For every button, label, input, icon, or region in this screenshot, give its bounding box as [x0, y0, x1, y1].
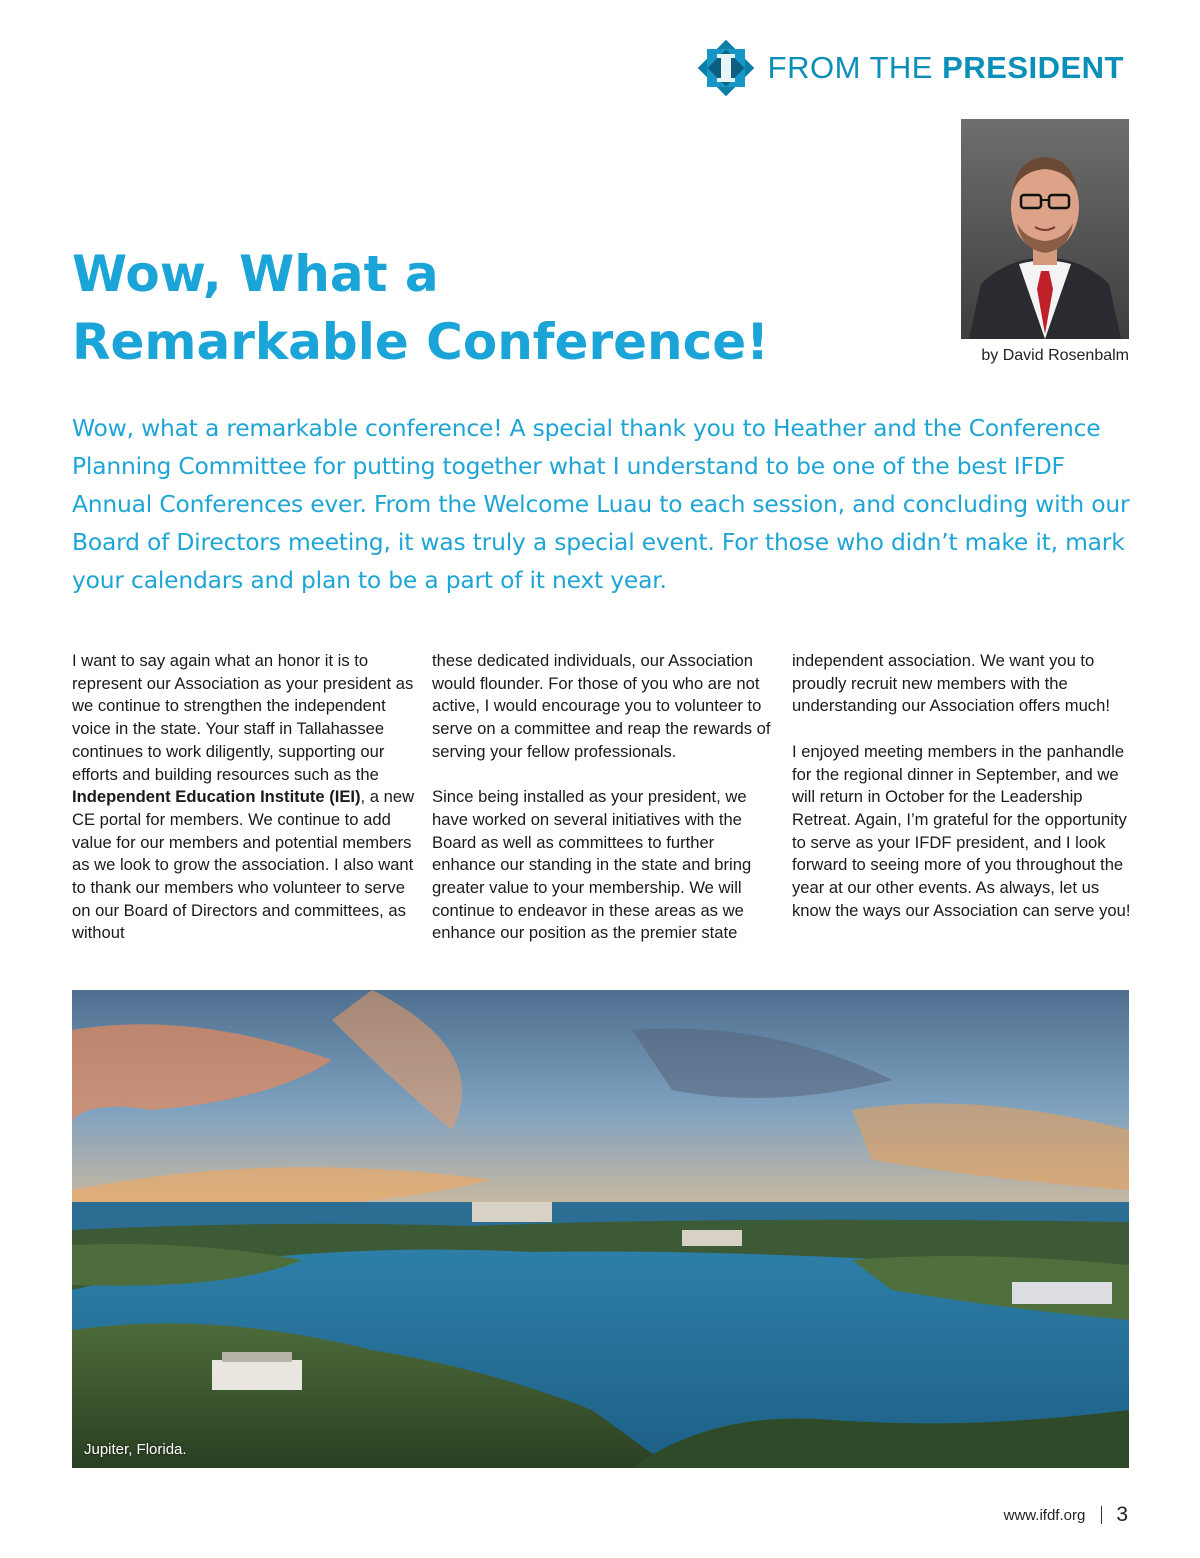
body-column-1 — [72, 650, 417, 968]
byline: by David Rosenbalm — [981, 347, 1129, 364]
body-paragraph: I enjoyed meeting members in the panhandle for the regional dinner in September, and we will return in October for the Leadership Retreat. Again, I’m grateful for the opportunity to serve as your IFDF president, and I look forward to seeing more of you throughout the year at our other events. As always, let us know the ways our Association can serve you! — [792, 741, 1131, 920]
footer-url[interactable]: www.ifdf.org — [1003, 1506, 1086, 1524]
body-paragraph: these dedicated individuals, our Association would flounder. For those of you who are not active, I would encourage you to volunteer to serve on a committee and reap the rewards of serving your fellow professionals. — [432, 651, 771, 761]
section-label — [768, 50, 1124, 86]
ifdf-logo-icon — [696, 38, 756, 98]
page-number: 3 — [1116, 1503, 1128, 1526]
photo-caption: Jupiter, Florida. — [84, 1441, 187, 1458]
iei-link-text: Independent Education Institute (IEI) — [72, 787, 361, 807]
body-text: I want to say again what an honor it is to represent our Association as your president as we continue to strengthen the independent voice in the state. Your staff in Tallahassee continues to work diligently, supporting our efforts and building resources such as the — [72, 651, 414, 784]
article-title-line1: Wow, What a — [72, 245, 439, 303]
article-lede: Wow, what a remarkable conference! A special thank you to Heather and the Conference Planning Committee for putting together what I understand to be one of the best IFDF Annual Conferences ever. From the Welcome Luau to each session, and concluding with our Board of Directors meeting, it was truly a special event. For those who didn’t make it, mark your calendars and plan to be a part of it next year. — [72, 414, 1130, 594]
author-portrait — [961, 119, 1129, 339]
body-paragraph — [72, 650, 417, 945]
article-title — [72, 240, 922, 376]
article-title-line2: Remarkable Conference! — [72, 313, 769, 371]
section-label-light: FROM THE — [767, 50, 933, 85]
page-footer — [1004, 1503, 1128, 1527]
section-label-bold: PRESIDENT — [942, 50, 1124, 85]
body-paragraph: independent association. We want you to proudly recruit new members with the understanding our Association offers much! — [792, 651, 1110, 716]
footer-divider — [1101, 1506, 1102, 1524]
body-column-3 — [792, 650, 1137, 945]
body-text: , a new CE portal for members. We continue to add value for our members and potential members as we look to grow the association. I also want to thank our members who volunteer to serve on our Board of Directors and committees, as without — [72, 787, 415, 943]
jupiter-florida-photo — [72, 990, 1129, 1468]
body-paragraph: Since being installed as your president, we have worked on several initiatives with the Board as well as committees to further enhance our standing in the state and bring greater value to your membership. We will continue to endeavor in these areas as we enhance our position as the premier state — [432, 787, 752, 943]
section-header — [696, 38, 1124, 98]
body-column-2 — [432, 650, 777, 968]
